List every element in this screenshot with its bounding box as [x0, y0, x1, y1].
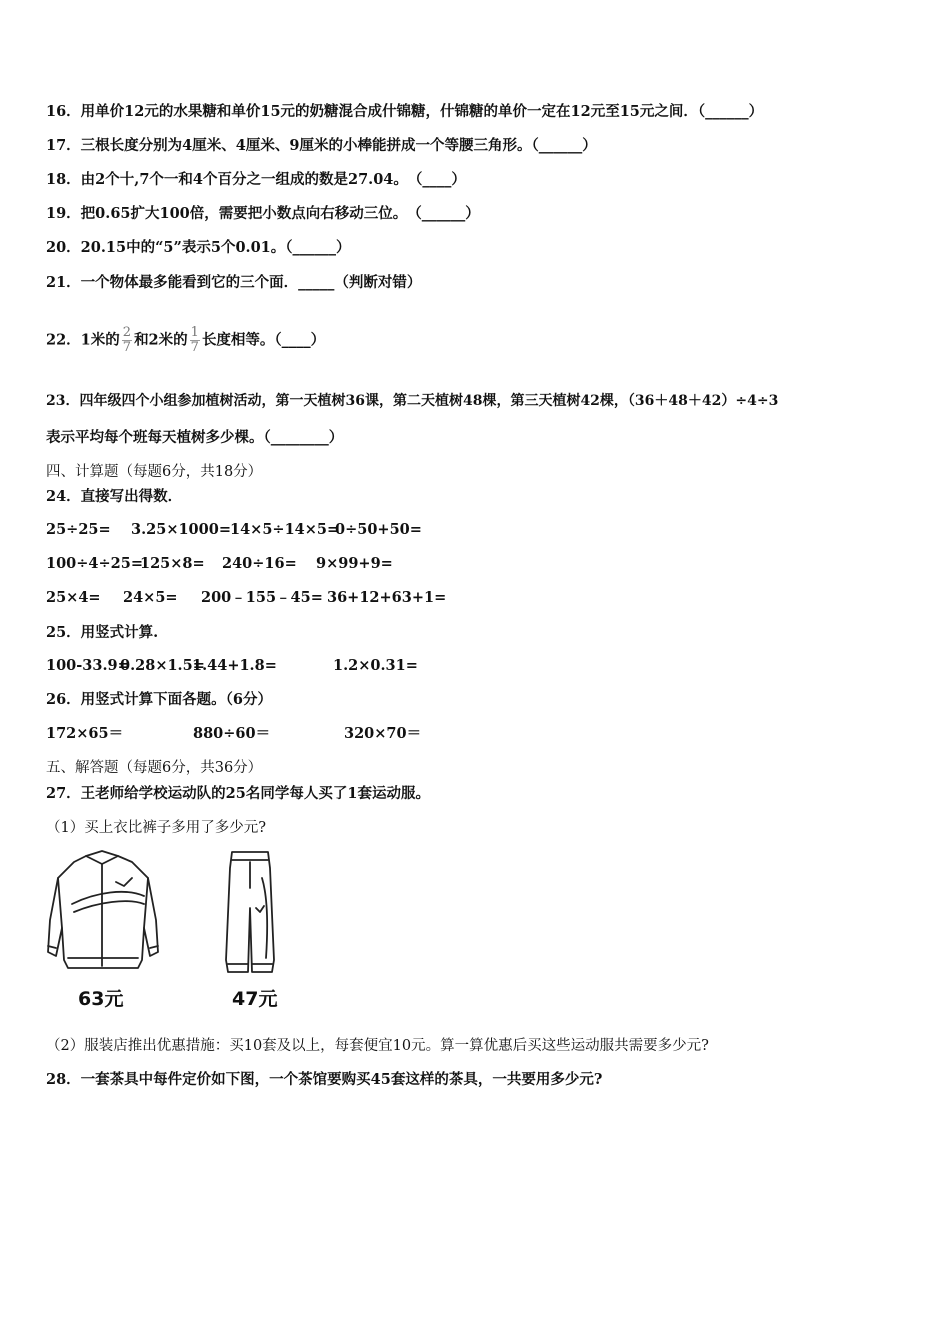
fraction-two-sevenths — [122, 326, 132, 355]
question-27-part-1: （1）买上衣比裤子多用了多少元? — [46, 820, 266, 836]
calc-item: 240÷16= — [222, 555, 297, 572]
fraction-denominator: 7 — [122, 340, 132, 355]
fraction-denominator: 7 — [190, 340, 199, 355]
q22-prefix: 22．1米的 — [46, 331, 120, 349]
question-25: 25．用竖式计算. — [46, 624, 159, 641]
calc-item: 100÷4÷25= — [46, 555, 143, 572]
calc-item: 1.44+1.8= — [192, 657, 277, 674]
calc-item: 0.28×1.5= — [120, 657, 205, 674]
calc-item: 172×65＝ — [46, 725, 124, 742]
question-24: 24．直接写出得数． — [46, 488, 183, 505]
fraction-one-seventh — [190, 326, 200, 355]
jacket-illustration — [46, 848, 160, 976]
question-19: 19．把0.65扩大100倍，需要把小数点向右移动三位。 （______） — [46, 205, 480, 222]
calc-item: 3.25×1000= — [131, 521, 231, 538]
calc-item: 125×8= — [140, 555, 205, 572]
section-5-heading: 五、解答题（每题6分，共36分） — [46, 760, 263, 776]
question-27: 27．王老师给学校运动队的25名同学每人买了1套运动服。 — [46, 785, 430, 802]
calc-item: 320×70＝ — [344, 725, 422, 742]
pants-illustration — [222, 848, 276, 976]
question-28: 28．一套茶具中每件定价如下图，一个茶馆要购买45套这样的茶具，一共要用多少元? — [46, 1071, 603, 1088]
calc-item: 880÷60＝ — [193, 725, 271, 742]
calc-item: 100-33.9= — [46, 657, 130, 674]
pants-price: 47元 — [232, 988, 278, 1010]
question-17: 17．三根长度分别为4厘米、4厘米、9厘米的小棒能拼成一个等腰三角形。（______） — [46, 137, 597, 154]
calc-item: 9×99+9= — [316, 555, 393, 572]
calc-item: 36+12+63+1= — [327, 589, 447, 606]
fraction-numerator: 2 — [122, 325, 132, 340]
question-20: 20．20.15中的“5”表示5个0.01。（______） — [46, 239, 351, 256]
question-18: 18．由2个十,7个一和4个百分之一组成的数是27.04。 （____） — [46, 171, 466, 188]
section-4-heading: 四、计算题（每题6分，共18分） — [46, 464, 263, 480]
jacket-price: 63元 — [78, 988, 124, 1010]
question-22 — [46, 326, 325, 355]
fraction-numerator: 1 — [190, 325, 199, 340]
q22-middle: 和2米的 — [134, 331, 188, 349]
calc-item: 200﹣155﹣45= — [201, 589, 323, 606]
question-27-part-2: （2）服装店推出优惠措施：买10套及以上，每套便宜10元。算一算优惠后买这些运动服共需要多少元? — [46, 1038, 709, 1054]
question-26: 26．用竖式计算下面各题。（6分） — [46, 691, 273, 708]
question-16: 16．用单价12元的水果糖和单价15元的奶糖混合成什锦糖，什锦糖的单价一定在12元至15元之间．（______） — [46, 103, 764, 120]
calc-item: 14×5÷14×5= — [230, 521, 340, 538]
question-23-line1: 23．四年级四个小组参加植树活动，第一天植树36课，第二天植树48棵，第三天植树42棵，（36＋48＋42）÷4÷3 — [46, 393, 779, 409]
calc-item: 25÷25= — [46, 521, 111, 538]
calc-item: 1.2×0.31= — [333, 657, 418, 674]
calc-item: 24×5= — [123, 589, 178, 606]
question-23-line2: 表示平均每个班每天植树多少棵。（________） — [46, 429, 344, 446]
q22-suffix: 长度相等。（____） — [201, 331, 326, 349]
calc-item: 25×4= — [46, 589, 101, 606]
calc-item: 0÷50+50= — [335, 521, 422, 538]
question-21: 21．一个物体最多能看到它的三个面．_____（判断对错） — [46, 274, 422, 291]
